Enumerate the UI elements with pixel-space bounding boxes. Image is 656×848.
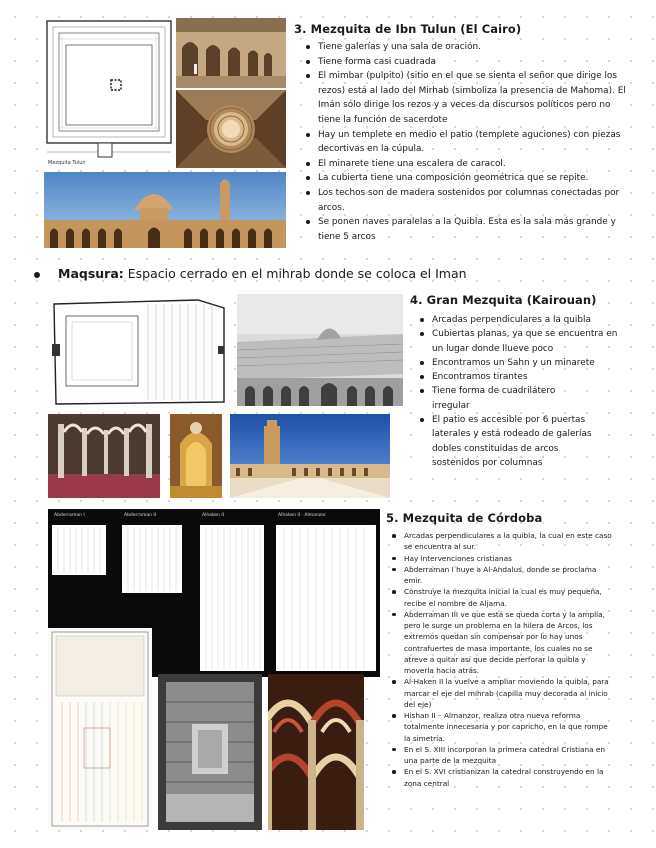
list-item: Tiene galerías y una sala de oración. bbox=[304, 40, 634, 55]
cordoba-colored-plan bbox=[48, 628, 152, 830]
ibn-tulun-courtyard-photo bbox=[44, 172, 286, 248]
list-item: Construye la mezquita inicial la cual es muy pequeña, recibe el nombre de Aljama. bbox=[390, 586, 616, 609]
kairouan-bullets bbox=[418, 313, 628, 470]
list-item: Tiene forma de cuadrilátero irregular bbox=[418, 384, 572, 413]
cordoba-title: 5. Mezquita de Córdoba bbox=[386, 511, 543, 525]
kairouan-prayer-hall-photo bbox=[48, 414, 160, 498]
list-item: En el S. XVI cristianizan la catedral construyendo en la zona central bbox=[390, 766, 616, 789]
list-item: Encontramos tirantes bbox=[418, 370, 628, 384]
kairouan-aerial-photo bbox=[237, 294, 403, 406]
list-item: Los techos son de madera sostenidos por columnas conectadas por arcos. bbox=[304, 186, 634, 215]
phase-label: Alhaken II bbox=[202, 513, 225, 518]
list-item: Hishan II – Almanzor, realiza otra nueva reforma totalmente innecesaria y por capricho, en la que rompe la simetría. bbox=[390, 710, 616, 744]
ibn-tulun-plan-caption: Mezquita Tulun bbox=[48, 160, 86, 166]
kairouan-section bbox=[410, 293, 640, 470]
list-item: En el S. XIII incorporan la primera catedral Cristiana en una parte de la mezquita bbox=[390, 744, 616, 767]
kairouan-courtyard-photo bbox=[230, 414, 390, 498]
list-item: El minarete tiene una escalera de caracol. bbox=[304, 157, 634, 172]
phase-label: Abderraman II bbox=[124, 513, 157, 518]
maqsura-text: Espacio cerrado en el mihrab donde se coloca el Iman bbox=[127, 266, 467, 281]
list-item: Al-Haken II la vuelve a ampliar moviendo la quibla, para marcar el eje del mihrab (capilla muy decorada al inicio del eje) bbox=[390, 676, 616, 710]
phase-label: Abderraman I bbox=[54, 513, 85, 518]
cordoba-arches-photo bbox=[268, 674, 364, 830]
ibn-tulun-bullets bbox=[304, 40, 634, 244]
list-item: Abderraman III ve que está se queda corta y la amplía, pero le surge un problema en la hilera de Arcos, los extremos quedan sin compensar por lo hay unos contrafuertes de masa importante, los cuales no se atreve a quitar así que decide perforar la quibla y moverla hacia atrás. bbox=[390, 609, 616, 677]
kairouan-plan bbox=[48, 294, 230, 410]
list-item: Se ponen naves paralelas a la Quibla. Esta es la sala más grande y tiene 5 arcos bbox=[304, 215, 634, 244]
maqsura-definition bbox=[34, 266, 467, 281]
ibn-tulun-title: 3. Mezquita de Ibn Tulun (El Cairo) bbox=[294, 22, 522, 36]
maqsura-term: Maqsura: bbox=[58, 266, 124, 281]
list-item: Tiene forma casi cuadrada bbox=[304, 55, 634, 70]
cordoba-section bbox=[386, 511, 630, 789]
cordoba-aerial-photo bbox=[158, 674, 262, 830]
list-item: Arcadas perpendiculares a la quibla, la cual en este caso se encuentra al sur. bbox=[390, 530, 616, 553]
ibn-tulun-plan bbox=[44, 18, 174, 168]
list-item: Arcadas perpendiculares a la quibla bbox=[418, 313, 628, 327]
list-item: El mimbar (pulpito) (sitio en el que se sienta el señor que dirige los rezos) está al lado del Mirhab (simboliza la presencia de Mahoma). El Imán sólo dirige los rezos y a veces da discursos políticos pero no tiene la función de sacerdote bbox=[304, 69, 634, 127]
cordoba-bullets bbox=[390, 530, 616, 789]
kairouan-title: 4. Gran Mezquita (Kairouan) bbox=[410, 293, 597, 307]
list-item: Hay un templete en medio el patio (templete aguciones) con piezas decortivas en la cúpula. bbox=[304, 128, 634, 157]
list-item: Hay intervenciones cristianas bbox=[390, 553, 616, 564]
list-item: El patio es accesible por 6 puertas laterales y está rodeado de galerías dobles constituidas de arcos sostenidos por columnas bbox=[418, 413, 608, 470]
ibn-tulun-arcade-photo bbox=[176, 18, 286, 88]
bullet-dot bbox=[34, 272, 40, 278]
list-item: Encontramos un Sahn y un minarete bbox=[418, 356, 628, 370]
list-item: Cubiertas planas, ya que se encuentra en un lugar donde llueve poco bbox=[418, 327, 628, 356]
kairouan-mihrab-photo bbox=[170, 414, 222, 498]
phase-label: Alhaken II · Almanzor bbox=[278, 513, 326, 518]
ibn-tulun-dome-photo bbox=[176, 90, 286, 168]
list-item: La cubierta tiene una composición geométrica que se repite. bbox=[304, 171, 634, 186]
list-item: Abderraman I huye a Al-Andalus, donde se proclama emir. bbox=[390, 564, 616, 587]
ibn-tulun-section bbox=[294, 22, 634, 244]
